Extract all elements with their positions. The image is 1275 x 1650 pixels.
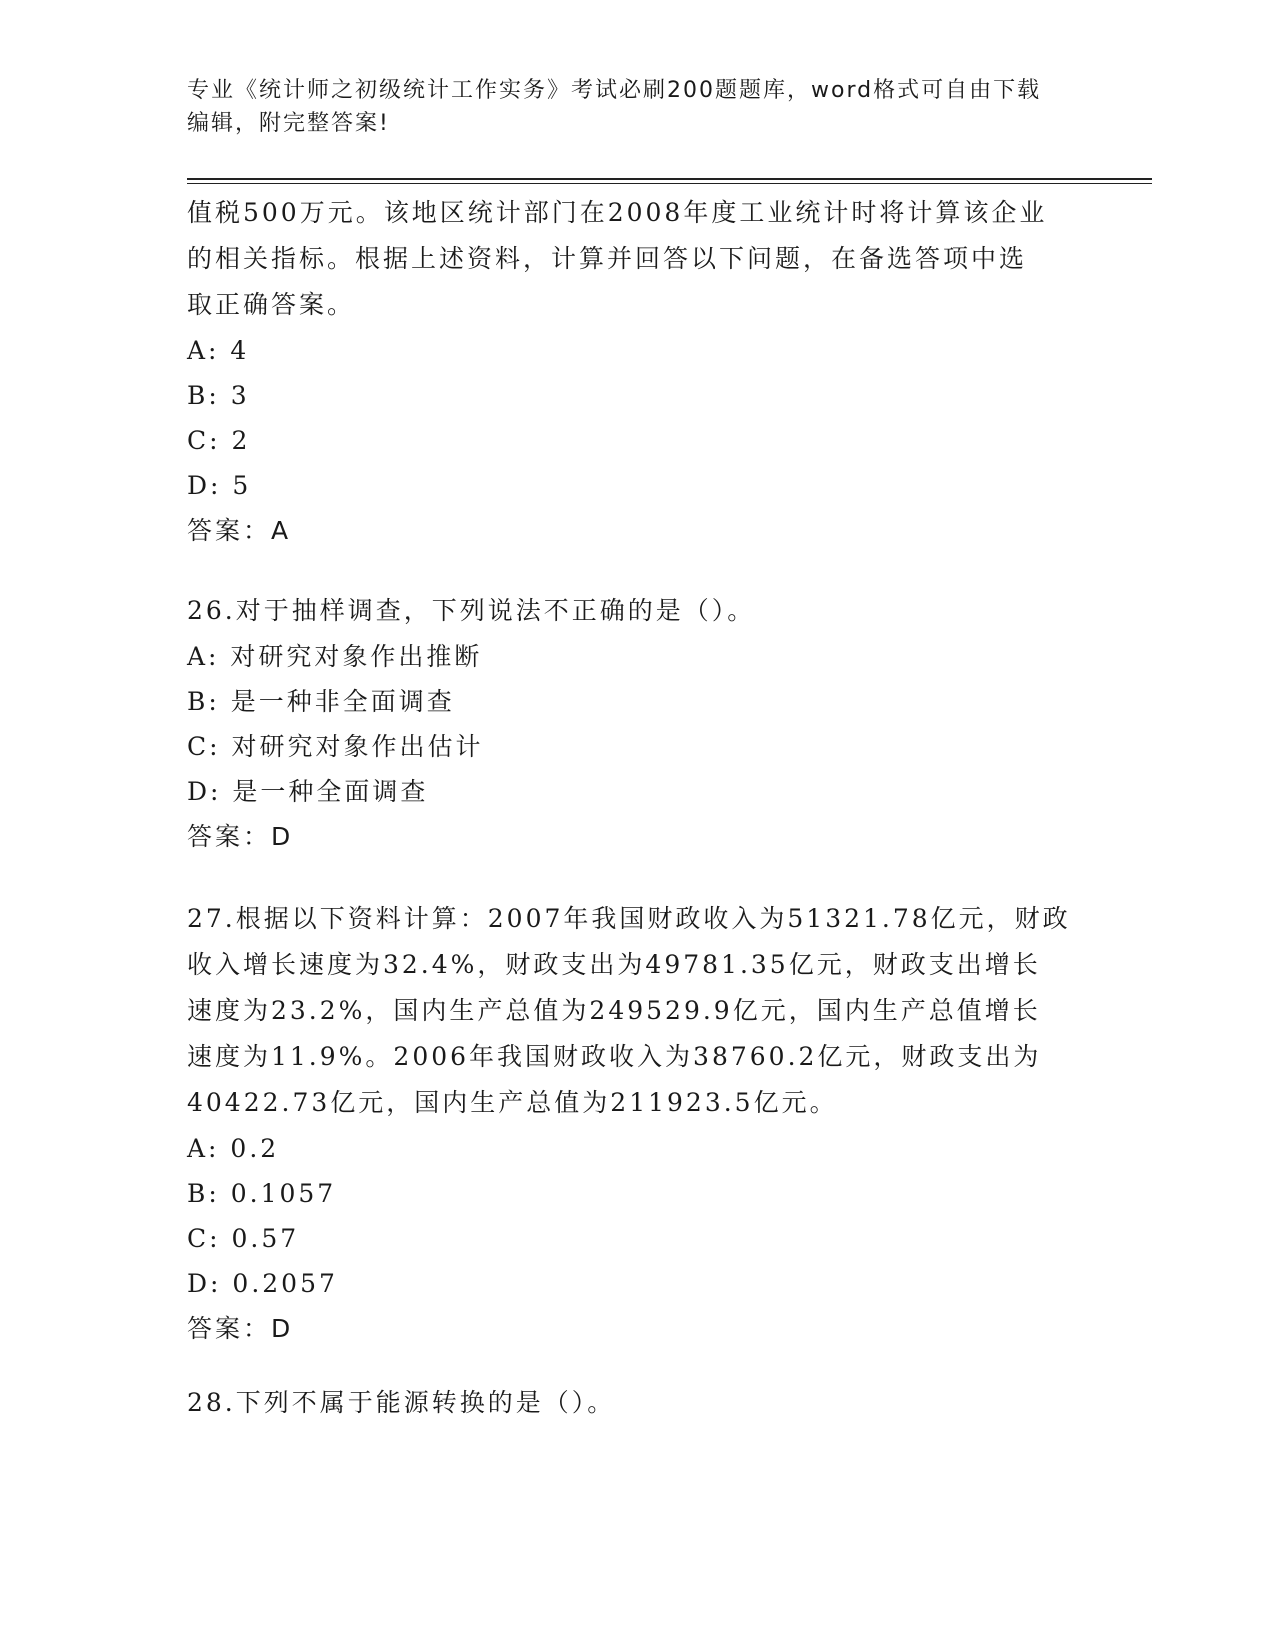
header-line-2: 编辑，附完整答案!	[187, 111, 390, 136]
header-line-1: 专业《统计师之初级统计工作实务》考试必刷200题题库，word格式可自由下载	[187, 78, 1042, 103]
answer-label: 答案：A	[187, 516, 292, 545]
option-a: A: 对研究对象作出推断	[187, 642, 483, 671]
option-b: B: 是一种非全面调查	[187, 687, 455, 716]
question-27-line-4: 速度为11.9%。2006年我国财政收入为38760.2亿元，财政支出为	[187, 1042, 1042, 1071]
question-27-line-2: 收入增长速度为32.4%，财政支出为49781.35亿元，财政支出增长	[187, 950, 1041, 979]
option-d: D: 0.2057	[187, 1269, 338, 1298]
question-25-line-1: 值税500万元。该地区统计部门在2008年度工业统计时将计算该企业	[187, 198, 1048, 227]
header-divider-thin	[187, 183, 1152, 184]
answer-label: 答案：D	[187, 1314, 294, 1343]
option-c: C: 2	[187, 426, 251, 455]
option-d: D: 5	[187, 471, 252, 500]
header-divider-thick	[187, 178, 1152, 180]
option-d: D: 是一种全面调查	[187, 777, 429, 806]
question-25-block	[187, 190, 1087, 554]
option-a: A: 0.2	[187, 1134, 280, 1163]
question-28-text: 28.下列不属于能源转换的是（）。	[187, 1388, 616, 1417]
question-27-line-1: 27.根据以下资料计算：2007年我国财政收入为51321.78亿元，财政	[187, 904, 1071, 933]
question-28-block	[187, 1380, 1087, 1426]
answer-label: 答案：D	[187, 822, 294, 851]
question-25-line-3: 取正确答案。	[187, 290, 356, 319]
option-a: A: 4	[187, 336, 250, 365]
question-26-block	[187, 588, 1087, 860]
question-26-text: 26.对于抽样调查，下列说法不正确的是（）。	[187, 596, 756, 625]
option-c: C: 0.57	[187, 1224, 300, 1253]
question-25-line-2: 的相关指标。根据上述资料，计算并回答以下问题，在备选答项中选	[187, 244, 1028, 273]
option-b: B: 0.1057	[187, 1179, 337, 1208]
page-header	[187, 74, 1087, 140]
question-27-line-3: 速度为23.2%，国内生产总值为249529.9亿元，国内生产总值增长	[187, 996, 1041, 1025]
option-b: B: 3	[187, 381, 250, 410]
option-c: C: 对研究对象作出估计	[187, 732, 484, 761]
question-27-block	[187, 896, 1087, 1352]
question-27-line-5: 40422.73亿元，国内生产总值为211923.5亿元。	[187, 1088, 838, 1117]
